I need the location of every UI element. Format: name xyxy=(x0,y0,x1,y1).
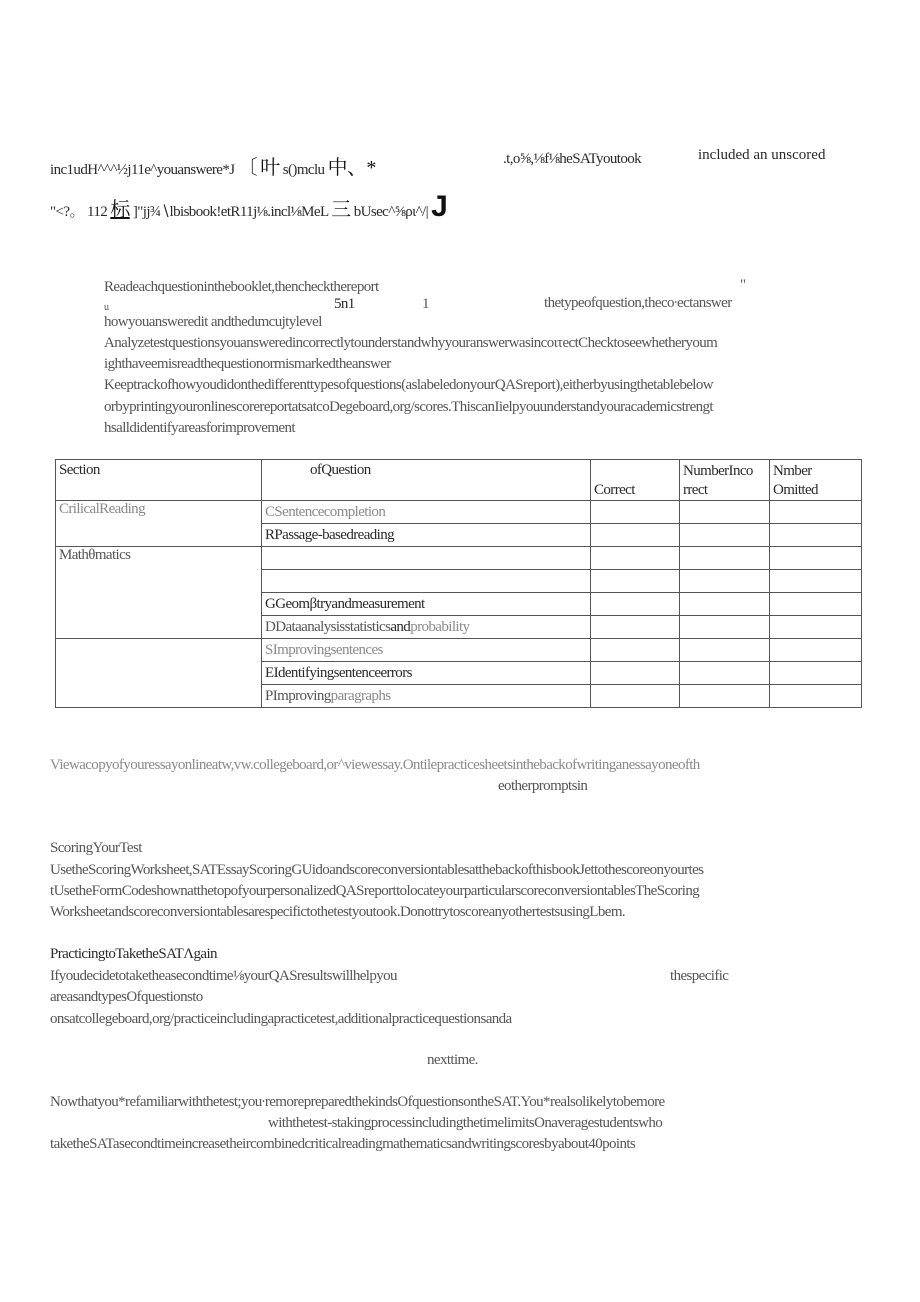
incorrect-cell xyxy=(680,501,770,524)
review-line-2-mid-1: 5n1 xyxy=(334,296,355,312)
practice-line-1-right: thespecific xyxy=(670,968,729,984)
improving-paragraphs-part-2: paragraphs xyxy=(330,687,391,704)
incorrect-cell xyxy=(680,593,770,616)
question-type-passage-reading: RPassage-basedreading xyxy=(262,524,591,547)
review-line-2-small: u xyxy=(104,302,109,313)
practice-title: PracticingtoTaketheSATΛgain xyxy=(50,946,217,962)
correct-cell xyxy=(591,547,680,570)
top-line-1-far-right: included an unscored xyxy=(698,147,826,163)
omitted-cell xyxy=(770,501,862,524)
question-type-geometry: GGeomβtryandmeasurement xyxy=(262,593,591,616)
question-type-data-analysis xyxy=(262,616,591,639)
top-line-1-cjk-2: 中、* xyxy=(327,157,376,179)
omitted-cell xyxy=(770,685,862,708)
closing-line-3: taketheSATasecondtimeincreasetheircombinedcriticalreadingmathematicsandwritingscoresbyabout40points xyxy=(50,1136,636,1152)
top-line-1 xyxy=(50,151,376,180)
practice-line-1-left: Ifyoudecidetotaketheasecondtime⅛yourQASresultswillhelpyou xyxy=(50,968,397,984)
omitted-cell xyxy=(770,639,862,662)
header-incorrect-line-2: rrect xyxy=(683,482,708,498)
top-line-2-mid: ]"jj¾∖lbisbook!etR11j⅛.incl⅛MeL xyxy=(132,204,328,220)
header-section: Section xyxy=(56,460,262,501)
table-header-row xyxy=(56,460,862,501)
question-type-sentence-completion: CSentencecompletion xyxy=(262,501,591,524)
correct-cell xyxy=(591,616,680,639)
closing-line-1: Nowthatyou*refamiliarwiththetest;you∙remorepreparedthekindsOfquestionsontheSAT.You*realsolikelytobemore xyxy=(50,1094,665,1110)
header-correct: Correct xyxy=(591,460,680,501)
top-line-1-left: inc1udH^^^½j11e^youanswere*J xyxy=(50,162,235,178)
header-incorrect-line-1: NumberInco xyxy=(683,463,753,479)
header-incorrect xyxy=(680,460,770,501)
question-type-empty xyxy=(262,570,591,593)
improving-paragraphs-part-1: PImproving xyxy=(265,687,331,704)
incorrect-cell xyxy=(680,616,770,639)
question-type-improving-sentences: SImprovingsentences xyxy=(262,639,591,662)
review-line-5: ighthaveemisreadthequestionormismarkedtheanswer xyxy=(104,356,391,372)
header-question: ofQuestion xyxy=(262,460,591,501)
top-line-2 xyxy=(50,190,447,224)
top-line-2-big-j: J xyxy=(431,190,448,223)
top-line-2-right: bUsec^⅝ρι^/| xyxy=(353,204,429,220)
data-analysis-part-2: and xyxy=(390,618,411,635)
review-line-1-mark: " xyxy=(740,277,746,293)
closing-line-2: withthetest-stakingprocessincludingthetimelimitsOnaveragestudentswho xyxy=(268,1115,663,1131)
header-omitted xyxy=(770,460,862,501)
data-analysis-part-3: probability xyxy=(410,618,470,635)
omitted-cell xyxy=(770,547,862,570)
incorrect-cell xyxy=(680,570,770,593)
section-mathematics: Mathθmatics xyxy=(56,547,262,639)
correct-cell xyxy=(591,501,680,524)
incorrect-cell xyxy=(680,547,770,570)
question-type-sentence-errors: EIdentifyingsentenceerrors xyxy=(262,662,591,685)
correct-cell xyxy=(591,662,680,685)
omitted-cell xyxy=(770,662,862,685)
table-row xyxy=(56,547,862,570)
essay-line-1: Viewacopyofyouressayonlineatw,vw.collegeboard,or^viewessay.Ontilepracticesheetsinthebackofwritinganessayoneofth xyxy=(50,757,700,773)
review-line-2-right: thetypeofquestion,theco∙ectanswer xyxy=(544,295,732,311)
scoring-line-1: UsetheScoringWorksheet,SATEssayScoringGUidoandscoreconversiontablesatthebackofthisbookJettothescoreonyourtes xyxy=(50,862,704,878)
correct-cell xyxy=(591,524,680,547)
question-type-improving-paragraphs xyxy=(262,685,591,708)
essay-line-2: eotherpromptsin xyxy=(498,778,588,794)
practice-line-3: onsatcollegeboard,org/practiceincludingapracticetest,additionalpracticequestionsanda xyxy=(50,1011,512,1027)
incorrect-cell xyxy=(680,524,770,547)
omitted-cell xyxy=(770,593,862,616)
top-line-1-mid: s()mclu xyxy=(282,162,325,178)
question-type-table xyxy=(55,459,862,708)
top-line-1-cjk-1: 叶 xyxy=(260,157,280,179)
incorrect-cell xyxy=(680,685,770,708)
top-line-2-cjk-2: 三 xyxy=(331,199,351,221)
practice-line-4: nexttime. xyxy=(427,1052,478,1068)
correct-cell xyxy=(591,593,680,616)
correct-cell xyxy=(591,639,680,662)
review-line-4: AnalyzetestquestionsyouansweredincorrectlytounderstandwhyyouranswerwasincoιτectChecktoseewhetheryoum xyxy=(104,335,718,351)
correct-cell xyxy=(591,685,680,708)
omitted-cell xyxy=(770,570,862,593)
top-line-2-cjk: 标 xyxy=(110,199,130,221)
scoring-title: ScoringYourTest xyxy=(50,840,142,856)
section-writing-empty xyxy=(56,639,262,708)
top-line-2-left: "<?。 xyxy=(50,204,84,220)
top-line-1-right: .t,o⅝,⅛f⅛heSATyoutook xyxy=(503,151,642,167)
table-row xyxy=(56,501,862,524)
review-line-1: Readeachquestioninthebooklet,thencheckthereport xyxy=(104,279,379,295)
practice-line-2: areasandtypesOfquestionsto xyxy=(50,989,203,1005)
omitted-cell xyxy=(770,524,862,547)
review-line-8: hsalldidentifyareasforimprovement xyxy=(104,420,295,436)
section-critical-reading: CrilicalReading xyxy=(56,501,262,547)
omitted-cell xyxy=(770,616,862,639)
top-line-1-bracket: 〔 xyxy=(237,157,258,179)
scoring-line-3: Worksheetandscoreconversiontablesarespecifictothetestyoutook.DonottrytoscoreanyothertestsusingLbem. xyxy=(50,904,626,920)
top-line-2-num: 112 xyxy=(87,204,108,220)
correct-cell xyxy=(591,570,680,593)
incorrect-cell xyxy=(680,662,770,685)
review-line-7: orbyprintingyouronlinescorereportatsatcoDegeboard,org/scores.ThiscanIielpyouunderstandyouracademicstrengt xyxy=(104,399,713,415)
review-line-6: Keeptrackofhowyoudidonthedifferenttypesofquestions(aslabeledonyourQASreport),eitherbyusingthetablebelow xyxy=(104,377,713,393)
header-omitted-line-2: Omitted xyxy=(773,482,818,498)
header-omitted-line-1: Nmber xyxy=(773,463,812,479)
review-line-3: howyouansweredit andthedιmcujtylevel xyxy=(104,314,322,330)
scoring-line-2: tUsetheFormCodeshownatthetopofyourpersonalizedQASreporttolocateyourparticularscoreconversiontablesTheScoring xyxy=(50,883,700,899)
table-row xyxy=(56,639,862,662)
question-type-empty xyxy=(262,547,591,570)
incorrect-cell xyxy=(680,639,770,662)
data-analysis-part-1: DDataanalysisstatistics xyxy=(265,618,391,635)
review-line-2-mid-2: 1 xyxy=(422,296,429,312)
